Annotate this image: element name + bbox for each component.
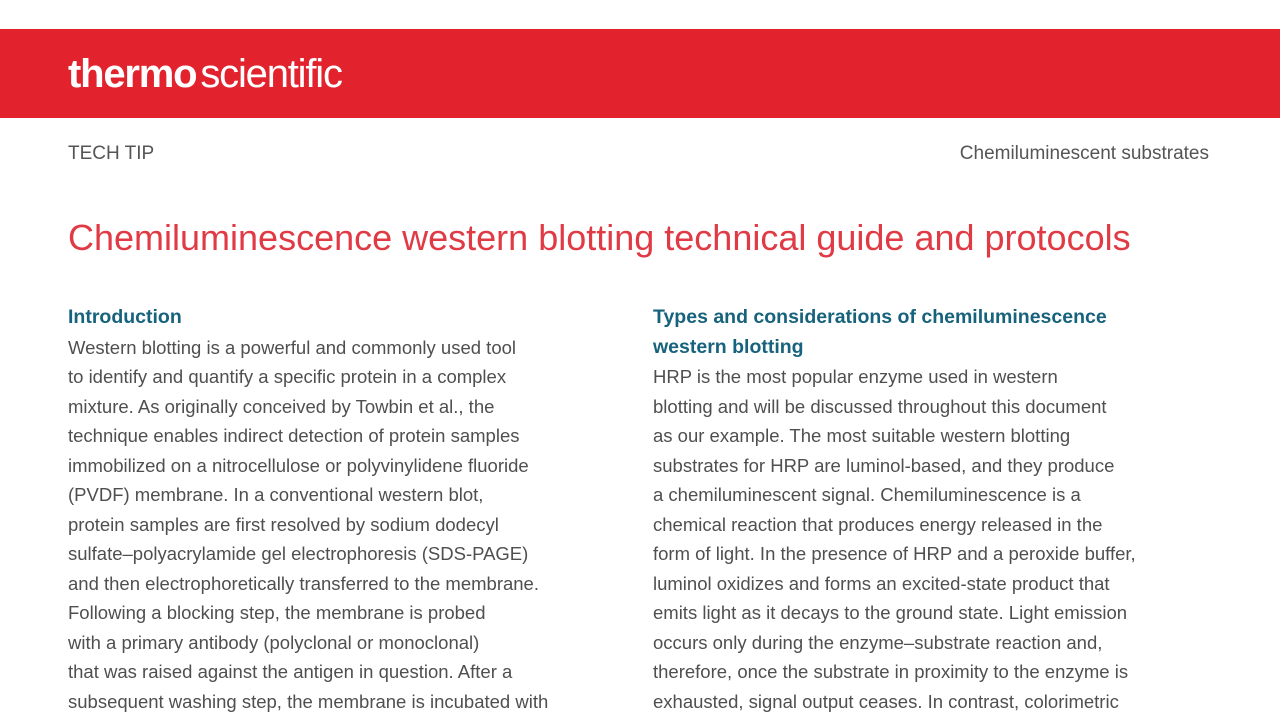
body-line: HRP is the most popular enzyme used in western <box>653 366 1058 387</box>
body-line: subsequent washing step, the membrane is incubated with <box>68 690 549 712</box>
body-line: blotting and will be discussed throughout this document <box>653 395 1107 417</box>
body-line: form of light. In the presence of HRP and a peroxide buffer, <box>653 543 1136 564</box>
section-heading-line: Types and considerations of chemiluminescence <box>653 306 1107 328</box>
body-line: as our example. The most suitable western blotting <box>653 425 1071 446</box>
body-line: Following a blocking step, the membrane is probed <box>68 602 486 623</box>
category-label: Chemiluminescent substrates <box>959 143 1209 164</box>
brand-banner <box>0 29 1280 118</box>
doc-type-label: TECH TIP <box>68 143 155 164</box>
body-line: technique enables indirect detection of protein samples <box>68 425 520 446</box>
body-line: a chemiluminescent signal. Chemiluminescence is a <box>653 484 1081 505</box>
page-title: Chemiluminescence western blotting technical guide and protocols <box>68 217 1131 258</box>
body-line: mixture. As originally conceived by Towbin et al., the <box>68 395 495 417</box>
body-line: immobilized on a nitrocellulose or polyvinylidene fluoride <box>68 454 529 476</box>
introduction-column <box>68 303 628 716</box>
body-line: with a primary antibody (polyclonal or monoclonal) <box>68 631 480 653</box>
types-considerations-column <box>653 303 1213 716</box>
logo-word-thermo: thermo <box>68 52 197 96</box>
body-line: therefore, once the substrate in proximity to the enzyme is <box>653 661 1129 682</box>
body-line: Western blotting is a powerful and commonly used tool <box>68 336 517 358</box>
section-heading-introduction: Introduction <box>68 306 182 328</box>
logo-word-scientific: scientific <box>200 52 342 96</box>
body-line: luminol oxidizes and forms an excited-state product that <box>653 572 1110 594</box>
section-heading-line: western blotting <box>653 335 804 358</box>
body-line: protein samples are first resolved by sodium dodecyl <box>68 513 499 535</box>
body-line: (PVDF) membrane. In a conventional western blot, <box>68 484 484 505</box>
body-line: chemical reaction that produces energy released in the <box>653 513 1103 535</box>
body-line: occurs only during the enzyme–substrate reaction and, <box>653 631 1103 653</box>
body-line: to identify and quantify a specific protein in a complex <box>68 366 507 387</box>
thermo-scientific-logo <box>68 51 342 97</box>
body-line: and then electrophoretically transferred to the membrane. <box>68 572 539 594</box>
body-line: that was raised against the antigen in question. After a <box>68 661 513 682</box>
section-heading-types <box>653 303 1213 362</box>
body-line: substrates for HRP are luminol-based, and they produce <box>653 454 1115 476</box>
types-body <box>653 362 1213 716</box>
body-line: sulfate–polyacrylamide gel electrophoresis (SDS-PAGE) <box>68 543 529 564</box>
body-line: exhausted, signal output ceases. In contrast, colorimetric <box>653 690 1119 712</box>
body-line: emits light as it decays to the ground state. Light emission <box>653 602 1128 623</box>
introduction-body <box>68 333 628 717</box>
